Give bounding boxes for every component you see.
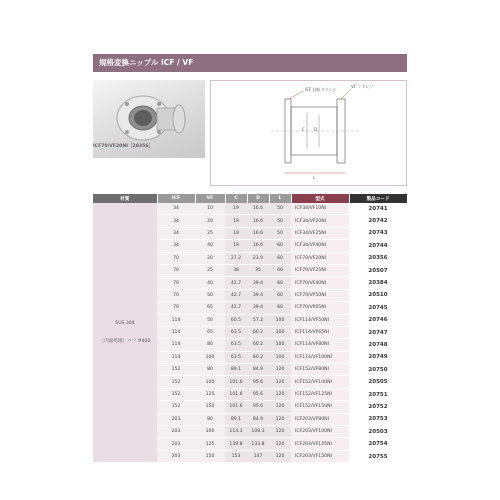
cell-icf: 203 (157, 438, 195, 450)
cell-icf: 203 (157, 413, 195, 425)
cell-l: 60 (269, 302, 291, 314)
cell-code: 20384 (349, 277, 407, 289)
cell-d: 16.6 (247, 203, 269, 215)
nipple-drawing-icon (211, 81, 408, 187)
cell-vf: 80 (195, 364, 225, 376)
cell-code: 20750 (349, 364, 407, 376)
cell-c: 63.5 (225, 326, 247, 338)
cell-l: 100 (269, 314, 291, 326)
cell-model: ICF114/VF65NI (291, 326, 349, 338)
cell-icf: 70 (157, 289, 195, 301)
cell-c: 63.5 (225, 351, 247, 363)
cell-icf: 34 (157, 240, 195, 252)
cell-l: 50 (269, 203, 291, 215)
cell-d: 39.4 (247, 289, 269, 301)
cell-l: 100 (269, 351, 291, 363)
cell-vf: 50 (195, 289, 225, 301)
cell-model: ICF203/VF100NI (291, 426, 349, 438)
cell-icf: 152 (157, 401, 195, 413)
cell-model: ICF152/VF125NI (291, 388, 349, 400)
cell-icf: 152 (157, 364, 195, 376)
page-title: 規格変換ニップル ICF / VF (93, 54, 407, 72)
cell-icf: 114 (157, 351, 195, 363)
cell-icf: 203 (157, 426, 195, 438)
cell-c: 19 (225, 240, 247, 252)
header-code: 製品コード (349, 194, 407, 203)
cell-code: 20751 (349, 388, 407, 400)
cell-vf: 150 (195, 450, 225, 462)
cell-c: 101.6 (225, 401, 247, 413)
header-icf: ICF (157, 194, 195, 203)
cell-c: 42.7 (225, 277, 247, 289)
label-vf-flange: VF フランジ (351, 84, 374, 89)
label-icf-flange: ICF 回転フランジ (305, 87, 337, 92)
header-l: L (269, 194, 291, 203)
cell-c: 60.5 (225, 314, 247, 326)
cell-icf: 114 (157, 339, 195, 351)
cell-code: 20745 (349, 302, 407, 314)
cell-icf: 34 (157, 203, 195, 215)
cell-model: ICF114/VF100NI (291, 351, 349, 363)
table-header-row (93, 194, 407, 203)
cell-code: 20755 (349, 450, 407, 462)
cell-d: 84.9 (247, 364, 269, 376)
cell-model: ICF152/VF150NI (291, 401, 349, 413)
material-line-1: SUS 304 (115, 320, 135, 326)
cell-l: 60 (269, 264, 291, 276)
cell-vf: 50 (195, 314, 225, 326)
cell-vf: 65 (195, 326, 225, 338)
cell-l: 120 (269, 438, 291, 450)
cell-model: ICF152/VF80NI (291, 364, 349, 376)
cell-d: 35 (247, 264, 269, 276)
material-cell (93, 203, 157, 463)
cell-c: 19 (225, 215, 247, 227)
cell-c: 101.6 (225, 376, 247, 388)
cell-model: ICF34/VF10NI (291, 203, 349, 215)
cell-icf: 70 (157, 252, 195, 264)
cell-d: 39.4 (247, 277, 269, 289)
cell-code: 20754 (349, 438, 407, 450)
cell-l: 60 (269, 277, 291, 289)
cell-c: 101.6 (225, 388, 247, 400)
cell-c: 153 (225, 450, 247, 462)
cell-l: 120 (269, 401, 291, 413)
cell-c: 27.2 (225, 252, 247, 264)
cell-vf: 125 (195, 438, 225, 450)
cell-code: 20746 (349, 314, 407, 326)
cell-l: 60 (269, 240, 291, 252)
cell-icf: 34 (157, 227, 195, 239)
cell-code: 20743 (349, 227, 407, 239)
cell-code: 20505 (349, 376, 407, 388)
cell-model: ICF70/VF40NI (291, 277, 349, 289)
cell-c: 19 (225, 203, 247, 215)
cell-vf: 100 (195, 351, 225, 363)
cell-code: 20741 (349, 203, 407, 215)
header-material: 材質 (93, 194, 157, 203)
cell-c: 42.7 (225, 302, 247, 314)
cell-model: ICF34/VF25NI (291, 227, 349, 239)
cell-d: 60.2 (247, 326, 269, 338)
cell-code: 20356 (349, 252, 407, 264)
cell-icf: 70 (157, 302, 195, 314)
cell-d: 16.6 (247, 227, 269, 239)
cell-d: 16.6 (247, 240, 269, 252)
table-row (93, 203, 407, 215)
cell-model: ICF114/VF80NI (291, 339, 349, 351)
cell-icf: 70 (157, 277, 195, 289)
label-dim-c: C (302, 127, 305, 132)
cell-vf: 25 (195, 227, 225, 239)
cell-vf: 100 (195, 426, 225, 438)
header-c: C (225, 194, 247, 203)
cell-l: 60 (269, 289, 291, 301)
cell-l: 120 (269, 426, 291, 438)
cell-icf: 70 (157, 264, 195, 276)
cell-d: 60.2 (247, 339, 269, 351)
cell-icf: 34 (157, 215, 195, 227)
cell-vf: 125 (195, 388, 225, 400)
technical-diagram (210, 80, 407, 186)
cell-model: ICF34/VF20NI (291, 215, 349, 227)
cell-l: 50 (269, 227, 291, 239)
cell-d: 23.9 (247, 252, 269, 264)
header-model: 型式 (291, 194, 349, 203)
cell-l: 100 (269, 326, 291, 338)
cell-code: 20752 (349, 401, 407, 413)
cell-d: 95.6 (247, 401, 269, 413)
cell-icf: 114 (157, 314, 195, 326)
cell-d: 16.6 (247, 215, 269, 227)
cell-c: 42.7 (225, 289, 247, 301)
cell-vf: 10 (195, 203, 225, 215)
cell-c: 139.8 (225, 438, 247, 450)
cell-d: 60.2 (247, 351, 269, 363)
cell-code: 20503 (349, 426, 407, 438)
cell-model: ICF34/VF40NI (291, 240, 349, 252)
cell-d: 57.2 (247, 314, 269, 326)
cell-icf: 152 (157, 376, 195, 388)
cell-vf: 80 (195, 413, 225, 425)
cell-l: 120 (269, 388, 291, 400)
cell-vf: 40 (195, 277, 225, 289)
cell-vf: 20 (195, 215, 225, 227)
cell-vf: 40 (195, 240, 225, 252)
cell-icf: 114 (157, 326, 195, 338)
cell-vf: 100 (195, 376, 225, 388)
spec-table (93, 194, 408, 463)
cell-vf: 150 (195, 401, 225, 413)
cell-model: ICF70/VF65NI (291, 302, 349, 314)
cell-l: 120 (269, 413, 291, 425)
cell-c: 114.3 (225, 426, 247, 438)
cell-c: 89.1 (225, 364, 247, 376)
cell-model: ICF203/VF125NI (291, 438, 349, 450)
cell-l: 100 (269, 339, 291, 351)
cell-l: 50 (269, 215, 291, 227)
label-dim-d: D (314, 127, 318, 132)
cell-model: ICF152/VF100NI (291, 376, 349, 388)
cell-d: 147 (247, 450, 269, 462)
cell-model: ICF70/VF20NI (291, 252, 349, 264)
cell-c: 63.5 (225, 339, 247, 351)
cell-c: 38 (225, 264, 247, 276)
cell-d: 95.6 (247, 388, 269, 400)
cell-c: 19 (225, 227, 247, 239)
label-dim-l: L (313, 175, 316, 180)
cell-model: ICF203/VF80NI (291, 413, 349, 425)
cell-code: 20748 (349, 339, 407, 351)
cell-l: 120 (269, 364, 291, 376)
cell-l: 120 (269, 450, 291, 462)
cell-code: 20510 (349, 289, 407, 301)
cell-model: ICF70/VF50NI (291, 289, 349, 301)
cell-d: 133.8 (247, 438, 269, 450)
cell-d: 84.9 (247, 413, 269, 425)
cell-model: ICF114/VF50NI (291, 314, 349, 326)
material-line-2: ［内面処理］バフ #400 (99, 338, 151, 344)
cell-d: 39.4 (247, 302, 269, 314)
cell-icf: 203 (157, 450, 195, 462)
photo-caption: ICF70/VF20NI［20356］ (93, 144, 154, 149)
cell-vf: 20 (195, 252, 225, 264)
cell-code: 20749 (349, 351, 407, 363)
cell-code: 20507 (349, 264, 407, 276)
cell-c: 89.1 (225, 413, 247, 425)
cell-vf: 65 (195, 302, 225, 314)
cell-model: ICF203/VF150NI (291, 450, 349, 462)
cell-vf: 80 (195, 339, 225, 351)
cell-d: 108.3 (247, 426, 269, 438)
cell-l: 60 (269, 252, 291, 264)
cell-l: 120 (269, 376, 291, 388)
cell-code: 20744 (349, 240, 407, 252)
cell-model: ICF70/VF25NI (291, 264, 349, 276)
cell-code: 20753 (349, 413, 407, 425)
cell-code: 20742 (349, 215, 407, 227)
header-d: D (247, 194, 269, 203)
cell-d: 95.6 (247, 376, 269, 388)
cell-icf: 152 (157, 388, 195, 400)
cell-vf: 25 (195, 264, 225, 276)
header-vf: VF (195, 194, 225, 203)
cell-code: 20747 (349, 326, 407, 338)
